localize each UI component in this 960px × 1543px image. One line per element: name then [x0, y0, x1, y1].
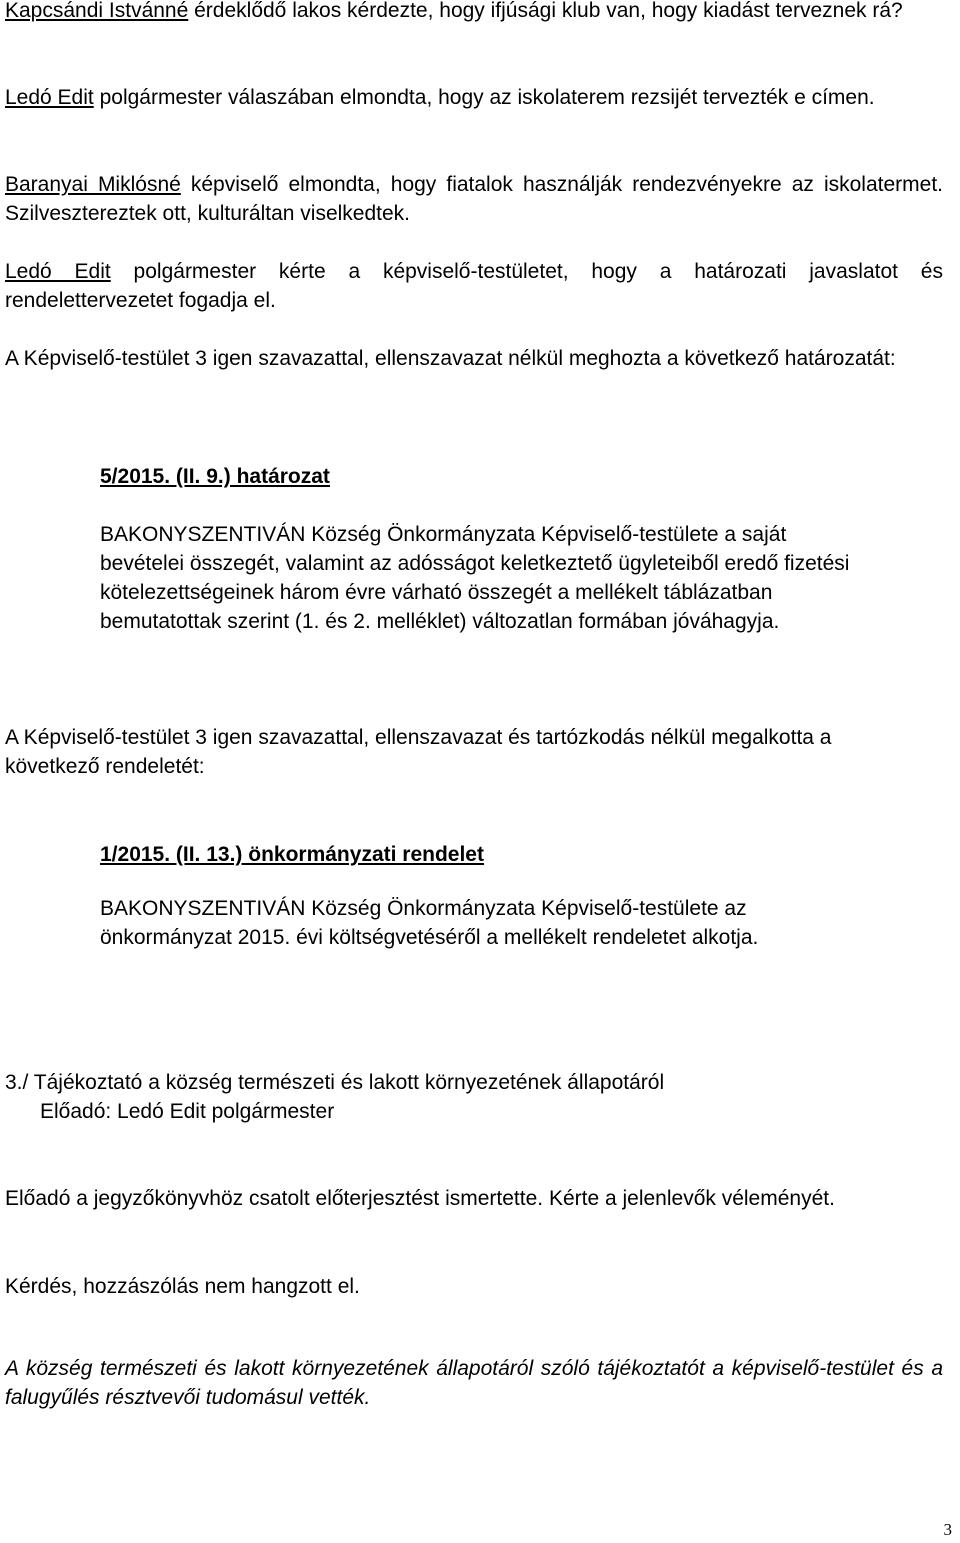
- speaker-name: Ledó Edit: [5, 86, 94, 109]
- paragraph-text: polgármester kérte a képviselő-testületet, hogy a határozati javaslatot és rendelettervezetet fogadja el.: [5, 260, 943, 312]
- paragraph-presentation: Előadó a jegyzőkönyvhöz csatolt előterjesztést ismertette. Kérte a jelenlevők véleményét.: [5, 1187, 835, 1210]
- decree-title: 1/2015. (II. 13.) önkormányzati rendelet: [100, 843, 484, 866]
- paragraph-inquiry: [5, 0, 943, 25]
- resolution-body: BAKONYSZENTIVÁN Község Önkormányzata Képviselő-testülete a saját bevételei összegét, valamint az adósságot keletkeztető ügyleteiből eredő fizetési kötelezettségeinek három évre várható összegét a mellékelt táblázatban bemutatottak szerint (1. és 2. melléklet) változatlan formában jóváhagyja.: [100, 523, 850, 633]
- speaker-name: Baranyai Miklósné: [5, 173, 181, 196]
- paragraph-vote-decree: A Képviselő-testület 3 igen szavazattal, ellenszavazat és tartózkodás nélkül megalkotta a következő rendeletét:: [5, 726, 832, 778]
- speaker-name: Kapcsándi Istvánné: [5, 0, 189, 22]
- paragraph-text: polgármester válaszában elmondta, hogy az iskolaterem rezsijét tervezték e címen.: [93, 86, 875, 109]
- agenda-item: 3./ Tájékoztató a község természeti és lakott környezetének állapotáról: [5, 1071, 665, 1094]
- paragraph-text: képviselő elmondta, hogy fiatalok használják rendezvényekre az iskolatermet. Szilvesztereztek ott, kulturáltan viselkedtek.: [5, 173, 943, 225]
- paragraph-no-questions: Kérdés, hozzászólás nem hangzott el.: [5, 1275, 360, 1298]
- agenda-presenter: Előadó: Ledó Edit polgármester: [40, 1100, 335, 1123]
- decree-body: BAKONYSZENTIVÁN Község Önkormányzata Képviselő-testülete az önkormányzat 2015. évi költségvetéséről a mellékelt rendeletet alkotja.: [100, 897, 759, 949]
- paragraph-mayor-request: [5, 257, 943, 315]
- speaker-name: Ledó Edit: [5, 260, 111, 283]
- paragraph-mayor-reply: [5, 83, 943, 112]
- resolution-title: 5/2015. (II. 9.) határozat: [100, 465, 330, 488]
- paragraph-representative: [5, 170, 943, 228]
- paragraph-vote-resolution: A Képviselő-testület 3 igen szavazattal, ellenszavazat nélkül meghozta a következő határozatát:: [5, 347, 896, 370]
- paragraph-acknowledgement: A község természeti és lakott környezetének állapotáról szóló tájékoztatót a képviselő-testület és a falugyűlés résztvevői tudomásul vették.: [5, 1357, 943, 1409]
- page-number: 3: [943, 1520, 952, 1539]
- paragraph-text: érdeklődő lakos kérdezte, hogy ifjúsági klub van, hogy kiadást terveznek rá?: [188, 0, 903, 22]
